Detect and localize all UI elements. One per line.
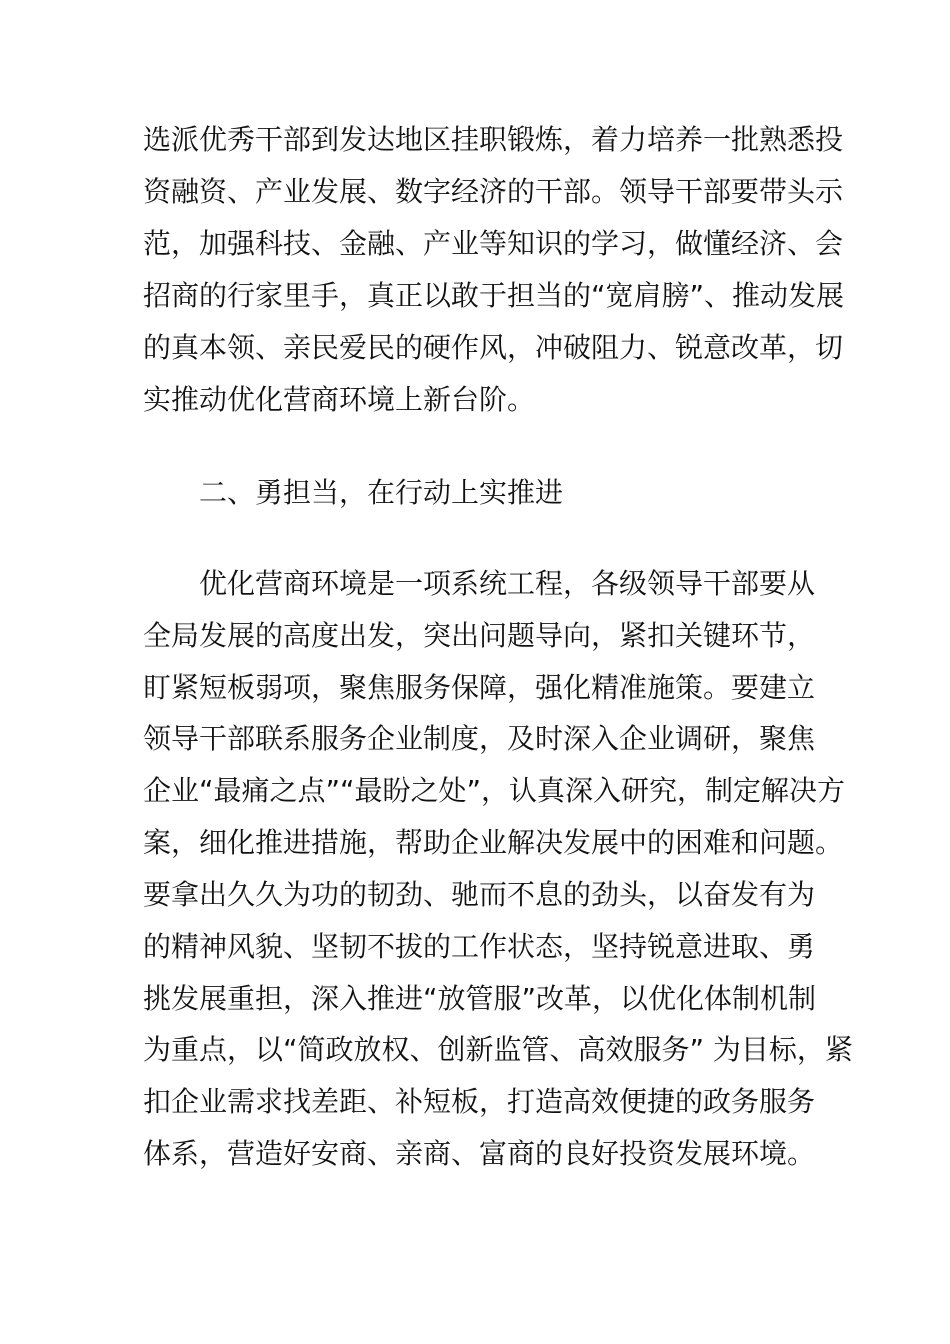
paragraph-1-line-2: 资融资、产业发展、数字经济的干部。领导干部要带头示 xyxy=(143,175,844,208)
paragraph-2-line-8: 的精神风貌、坚韧不拔的工作状态，坚持锐意进取、勇 xyxy=(143,930,816,963)
paragraph-2-line-6: 案，细化推进措施，帮助企业解决发展中的困难和问题。 xyxy=(143,826,844,859)
paragraph-2-line-7: 要拿出久久为功的韧劲、驰而不息的劲头，以奋发有为 xyxy=(143,878,816,911)
paragraph-2-line-12: 体系，营造好安商、亲商、富商的良好投资发展环境。 xyxy=(143,1137,816,1170)
paragraph-1-line-6: 实推动优化营商环境上新台阶。 xyxy=(143,383,536,416)
section-heading: 二、勇担当，在行动上实推进 xyxy=(199,476,564,509)
paragraph-1-line-5: 的真本领、亲民爱民的硬作风，冲破阻力、锐意改革，切 xyxy=(143,331,844,364)
paragraph-2-line-1: 优化营商环境是一项系统工程，各级领导干部要从 xyxy=(199,567,816,600)
paragraph-2-line-2: 全局发展的高度出发，突出问题导向，紧扣关键环节， xyxy=(143,619,816,652)
paragraph-2-line-4: 领导干部联系服务企业制度，及时深入企业调研，聚焦 xyxy=(143,722,816,755)
paragraph-1-line-1: 选派优秀干部到发达地区挂职锻炼，着力培养一批熟悉投 xyxy=(143,123,844,156)
paragraph-2-line-10: 为重点，以“简政放权、创新监管、高效服务” 为目标，紧 xyxy=(143,1033,853,1066)
paragraph-2-line-9: 挑发展重担，深入推进“放管服”改革，以优化体制机制 xyxy=(143,982,817,1015)
paragraph-1-line-4: 招商的行家里手，真正以敢于担当的“宽肩膀”、推动发展 xyxy=(143,279,845,312)
paragraph-2-line-5: 企业“最痛之点”“最盼之处”，认真深入研究，制定解决方 xyxy=(143,774,846,807)
paragraph-2-line-3: 盯紧短板弱项，聚焦服务保障，强化精准施策。要建立 xyxy=(143,671,816,704)
paragraph-1-line-3: 范，加强科技、金融、产业等知识的学习，做懂经济、会 xyxy=(143,227,844,260)
paragraph-2-line-11: 扣企业需求找差距、补短板，打造高效便捷的政务服务 xyxy=(143,1085,816,1118)
